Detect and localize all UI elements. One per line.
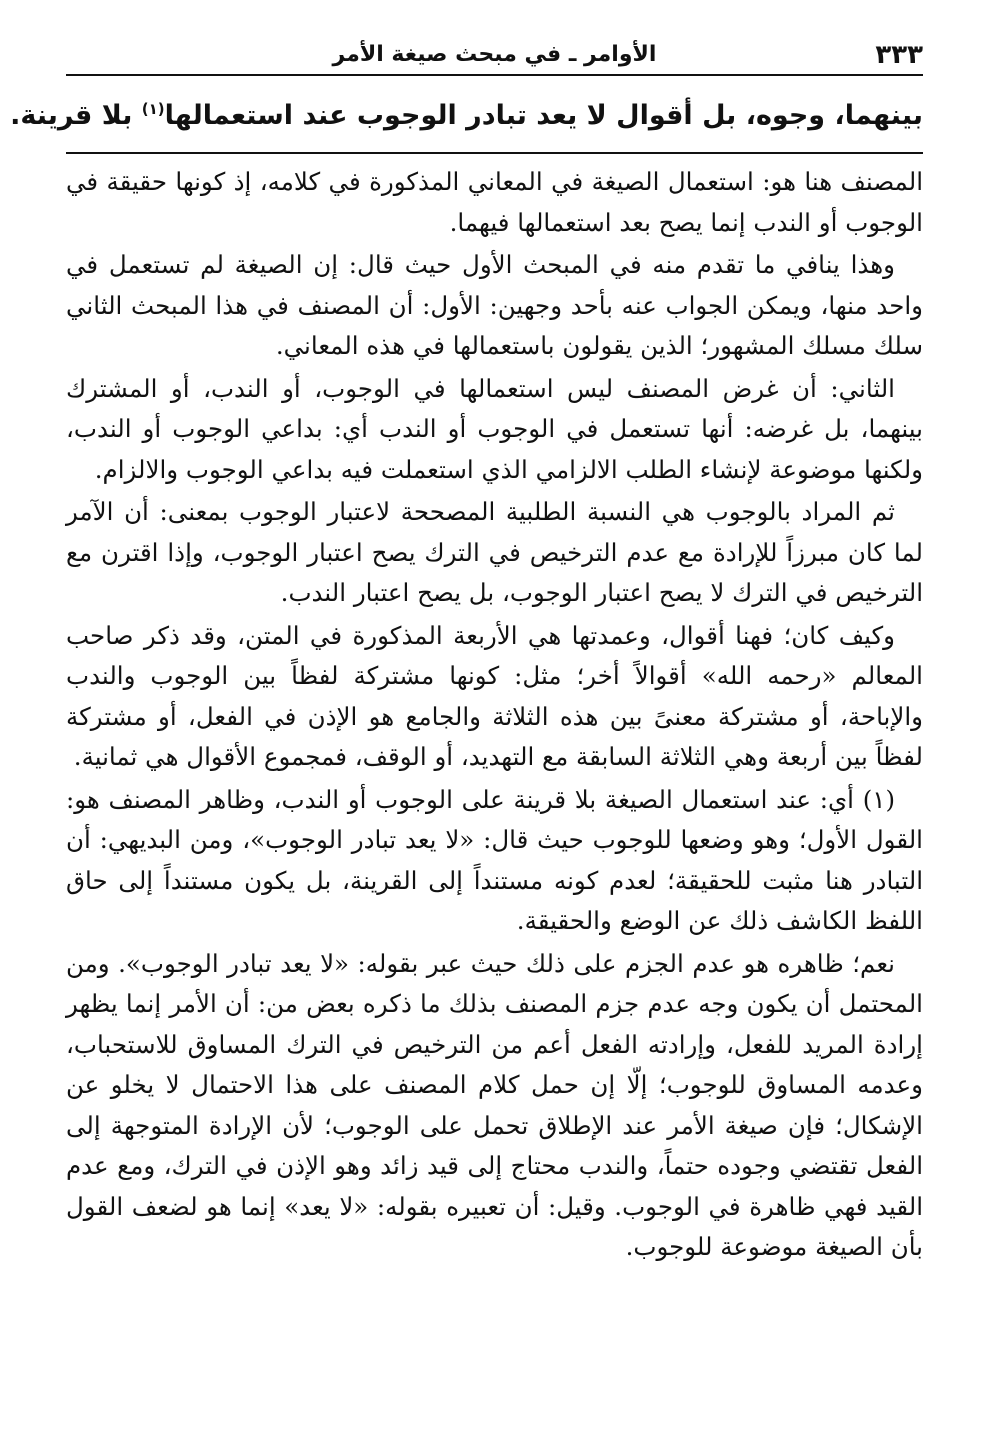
separator-rule [66, 152, 923, 154]
page-header [66, 40, 923, 76]
main-text-before: بينهما، وجوه، بل أقوال لا يعد تبادر الوجوب عند استعمالها [164, 100, 923, 131]
footnote-paragraph: (١) أي: عند استعمال الصيغة بلا قرينة على الوجوب أو الندب، وظاهر المصنف هو: القول الأول؛ وهو وضعها للوجوب حيث قال: «لا يعد تبادر الوجوب»، ومن البديهي: أن التبادر هنا مثبت للحقيقة؛ لعدم كونه مستنداً إلى القرينة، بل يكون مستنداً إلى حاق اللفظ الكاشف ذلك عن الوضع والحقيقة. [66, 784, 923, 935]
page-number: ٣٣٣ [875, 40, 923, 70]
commentary-paragraph: نعم؛ ظاهره هو عدم الجزم على ذلك حيث عبر بقوله: «لا يعد تبادر الوجوب». ومن المحتمل أن يكون وجه عدم جزم المصنف بذلك ما ذكره بعض من: أن الأمر إنما يظهر إرادة المريد للفعل، وإرادته الفعل أعم من الترخيص في الترك المساوق للاستحباب، وعدمه المساوق للوجوب؛ إلّا إن حمل كلام المصنف على هذا الاحتمال لا يخلو عن الإشكال؛ فإن صيغة الأمر عند الإطلاق تحمل على الوجوب؛ لأن الإرادة المتوجهة إلى الفعل تقتضي وجوده حتماً، والندب محتاج إلى قيد زائد وهو الإذن في الترك، ومع عدم القيد فهي ظاهرة في الوجوب. وقيل: أن تعبيره بقوله: «لا يعد» إنما هو لضعف القول بأن الصيغة موضوعة للوجوب. [66, 948, 923, 1261]
main-text [10, 94, 923, 138]
commentary [66, 162, 923, 1270]
main-text-after: بلا قرينة. [10, 100, 142, 131]
commentary-paragraph: الثاني: أن غرض المصنف ليس استعمالها في الوجوب، أو الندب، أو المشترك بينهما، بل غرضه: أنها تستعمل في الوجوب أو الندب أي: بداعي الوجوب أو الندب، ولكنها موضوعة لإنشاء الطلب الالزامي الذي استعملت فيه بداعي الوجوب والالزام. [66, 373, 923, 484]
running-title: الأوامر ـ في مبحث صيغة الأمر [332, 42, 657, 67]
commentary-paragraph: وكيف كان؛ فهنا أقوال، وعمدتها هي الأربعة المذكورة في المتن، وقد ذكر صاحب المعالم «رحمه الله» أقوالاً أخر؛ مثل: كونها مشتركة لفظاً بين الوجوب والندب والإباحة، أو مشتركة معنىً بين هذه الثلاثة والجامع هو الإذن في الفعل، أو مشتركة لفظاً بين أربعة وهي الثلاثة السابقة مع التهديد، أو الوقف، فمجموع الأقوال هي ثمانية. [66, 620, 923, 771]
commentary-paragraph: المصنف هنا هو: استعمال الصيغة في المعاني المذكورة في كلامه، إذ كونها حقيقة في الوجوب أو الندب إنما يصح بعد استعمالها فيهما. [66, 167, 923, 237]
commentary-paragraph: وهذا ينافي ما تقدم منه في المبحث الأول حيث قال: إن الصيغة لم تستعمل في واحد منها، ويمكن الجواب عنه بأحد وجهين: الأول: أن المصنف في هذا المبحث الثاني سلك مسلك المشهور؛ الذين يقولون باستعمالها في هذه المعاني. [66, 250, 923, 360]
footnote-ref: (١) [141, 100, 165, 118]
commentary-paragraph: ثم المراد بالوجوب هي النسبة الطلبية المصححة لاعتبار الوجوب بمعنى: أن الآمر لما كان مبرزاً للإرادة مع عدم الترخيص في الترك يصح اعتبار الوجوب، وإذا اقترن مع الترخيص في الترك لا يصح اعتبار الوجوب، بل يصح اعتبار الندب. [66, 497, 923, 607]
